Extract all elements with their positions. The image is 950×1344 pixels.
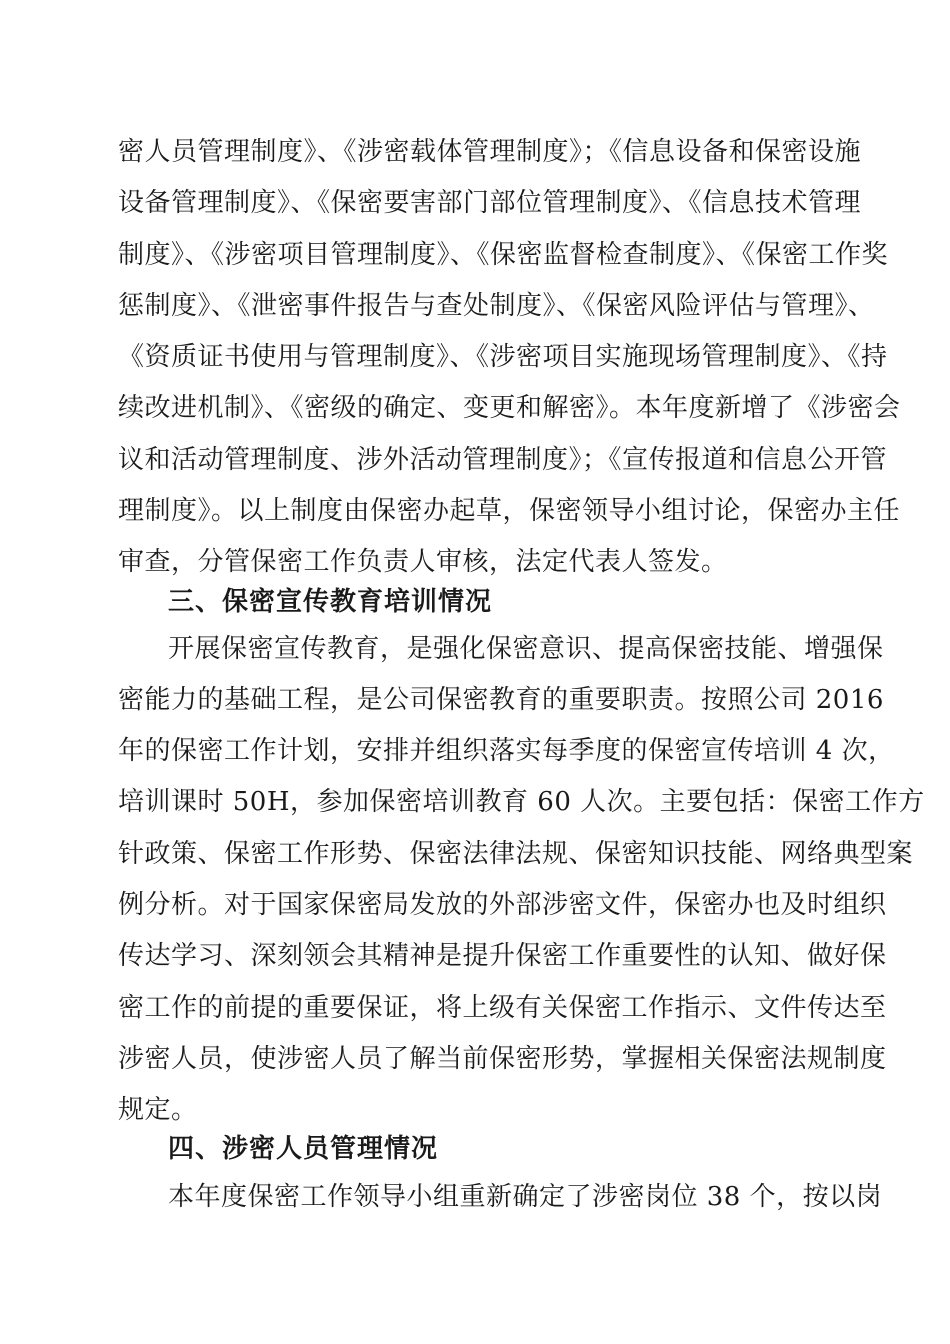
paragraph-2-line-9: 涉密人员，使涉密人员了解当前保密形势，掌握相关保密法规制度 — [118, 1044, 887, 1074]
paragraph-3-line-1: 本年度保密工作领导小组重新确定了涉密岗位 38 个，按以岗 — [168, 1182, 883, 1212]
paragraph-2-line-10: 规定。 — [118, 1095, 198, 1125]
paragraph-1-line-7: 议和活动管理制度、涉外活动管理制度》；《宣传报道和信息公开管 — [118, 445, 888, 475]
paragraph-1-line-3: 制度》、《涉密项目管理制度》、《保密监督检查制度》、《保密工作奖 — [118, 240, 889, 270]
paragraph-2-line-6: 例分析。对于国家保密局发放的外部涉密文件，保密办也及时组织 — [118, 890, 887, 920]
paragraph-1-line-8: 理制度》。以上制度由保密办起草，保密领导小组讨论，保密办主任 — [118, 496, 901, 526]
paragraph-2-line-3: 年的保密工作计划，安排并组织落实每季度的保密宣传培训 4 次， — [118, 736, 895, 766]
paragraph-1-line-2: 设备管理制度》、《保密要害部门部位管理制度》、《信息技术管理 — [118, 188, 862, 218]
paragraph-2-line-7: 传达学习、深刻领会其精神是提升保密工作重要性的认知、做好保 — [118, 941, 887, 971]
section-heading-4: 四、涉密人员管理情况 — [168, 1134, 439, 1164]
paragraph-1-line-1: 密人员管理制度》、《涉密载体管理制度》；《信息设备和保密设施 — [118, 137, 862, 167]
paragraph-2-line-8: 密工作的前提的重要保证，将上级有关保密工作指示、文件传达至 — [118, 993, 887, 1023]
paragraph-1-line-6: 续改进机制》、《密级的确定、变更和解密》。本年度新增了《涉密会 — [118, 393, 901, 423]
paragraph-1-line-5: 《资质证书使用与管理制度》、《涉密项目实施现场管理制度》、《持 — [118, 342, 888, 372]
paragraph-2-line-4: 培训课时 50H，参加保密培训教育 60 人次。主要包括：保密工作方 — [118, 787, 925, 817]
paragraph-1-line-4: 惩制度》、《泄密事件报告与查处制度》、《保密风险评估与管理》、 — [118, 291, 875, 321]
paragraph-2-line-2: 密能力的基础工程，是公司保密教育的重要职责。按照公司 2016 — [118, 685, 884, 715]
paragraph-2-line-1: 开展保密宣传教育，是强化保密意识、提高保密技能、增强保 — [168, 634, 884, 664]
section-heading-3: 三、保密宣传教育培训情况 — [168, 587, 493, 617]
paragraph-1-line-9: 审查，分管保密工作负责人审核，法定代表人签发。 — [118, 547, 728, 577]
paragraph-2-line-5: 针政策、保密工作形势、保密法律法规、保密知识技能、网络典型案 — [118, 839, 914, 869]
